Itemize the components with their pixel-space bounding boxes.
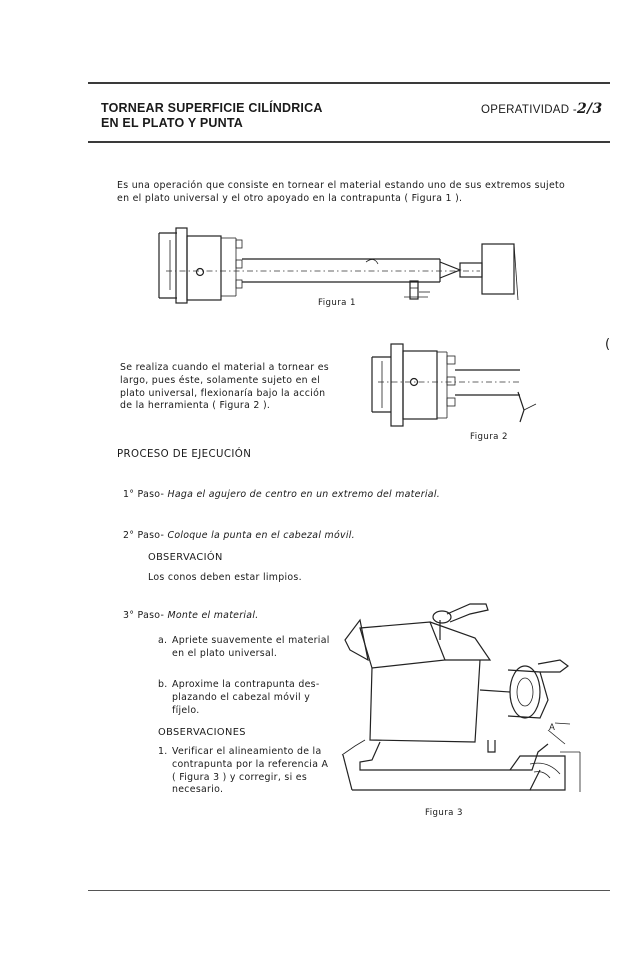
margin-mark: ( <box>605 337 611 352</box>
observations-heading: OBSERVACIONES <box>158 727 246 738</box>
paragraph-2-line-2: largo, pues éste, solamente sujeto en el <box>120 374 321 386</box>
title-line-1: TORNEAR SUPERFICIE CILÍNDRICA <box>101 101 323 115</box>
substep-a-letter: a. <box>158 635 168 646</box>
step-3 <box>123 610 259 623</box>
substep-b-line-2: plazando el cabezal móvil y <box>172 691 311 703</box>
substep-a <box>158 635 330 661</box>
intro-line-1: Es una operación que consiste en tornear el material estando uno de sus extremos sujeto <box>117 180 566 191</box>
substep-b-line-3: fíjelo. <box>172 704 200 716</box>
page-number: 2/3 <box>577 101 603 117</box>
paragraph-2-line-3: plato universal, flexionaría bajo la acción <box>120 387 326 399</box>
observation-item-1-line-4: necesario. <box>172 784 224 796</box>
paragraph-2 <box>120 362 329 413</box>
observation-heading: OBSERVACIÓN <box>148 552 223 563</box>
figure-1-caption: Figura 1 <box>318 298 356 308</box>
observation-item-1-line-3: ( Figura 3 ) y corregir, si es <box>172 771 308 783</box>
observation-item-1-line-2: contrapunta por la referencia A <box>172 758 329 770</box>
figure-1-group <box>159 228 518 303</box>
step-2 <box>123 530 355 543</box>
paragraph-2-line-1: Se realiza cuando el material a tornear es <box>120 362 329 373</box>
process-heading: PROCESO DE EJECUCIÓN <box>117 449 252 460</box>
intro-line-2: en el plato universal y el otro apoyado en la contrapunta ( Figura 1 ). <box>117 192 463 204</box>
step-1 <box>123 489 440 502</box>
substep-b-letter: b. <box>158 679 168 690</box>
paragraph-2-line-4: de la herramienta ( Figura 2 ). <box>120 400 271 412</box>
step-3-text: Monte el material. <box>167 610 259 621</box>
step-2-label: 2° Paso- <box>123 530 165 541</box>
observation-item-1-line-1: Verificar el alineamiento de la <box>172 746 322 757</box>
figure-3-label-a: A <box>549 723 556 733</box>
step-3-label: 3° Paso- <box>123 610 165 621</box>
observation-item-1-number: 1. <box>158 746 168 757</box>
substep-a-line-1: Apriete suavemente el material <box>172 635 330 646</box>
figure-2-group <box>372 344 536 426</box>
substep-b-line-1: Aproxime la contrapunta des- <box>172 679 320 690</box>
category-label: OPERATIVIDAD - <box>481 104 577 116</box>
observation-text: Los conos deben estar limpios. <box>148 572 302 583</box>
substep-b <box>158 679 320 717</box>
step-1-label: 1° Paso- <box>123 489 165 500</box>
title-line-2: EN EL PLATO Y PUNTA <box>101 116 244 130</box>
figure-3-caption: Figura 3 <box>425 808 463 818</box>
substep-a-line-2: en el plato universal. <box>172 647 278 659</box>
step-1-text: Haga el agujero de centro en un extremo del material. <box>167 489 441 500</box>
figure-3-group <box>342 604 580 792</box>
footer-rule <box>88 890 610 891</box>
observation-item-1 <box>158 746 328 797</box>
figure-2-caption: Figura 2 <box>470 432 508 442</box>
step-2-text: Coloque la punta en el cabezal móvil. <box>167 530 355 541</box>
